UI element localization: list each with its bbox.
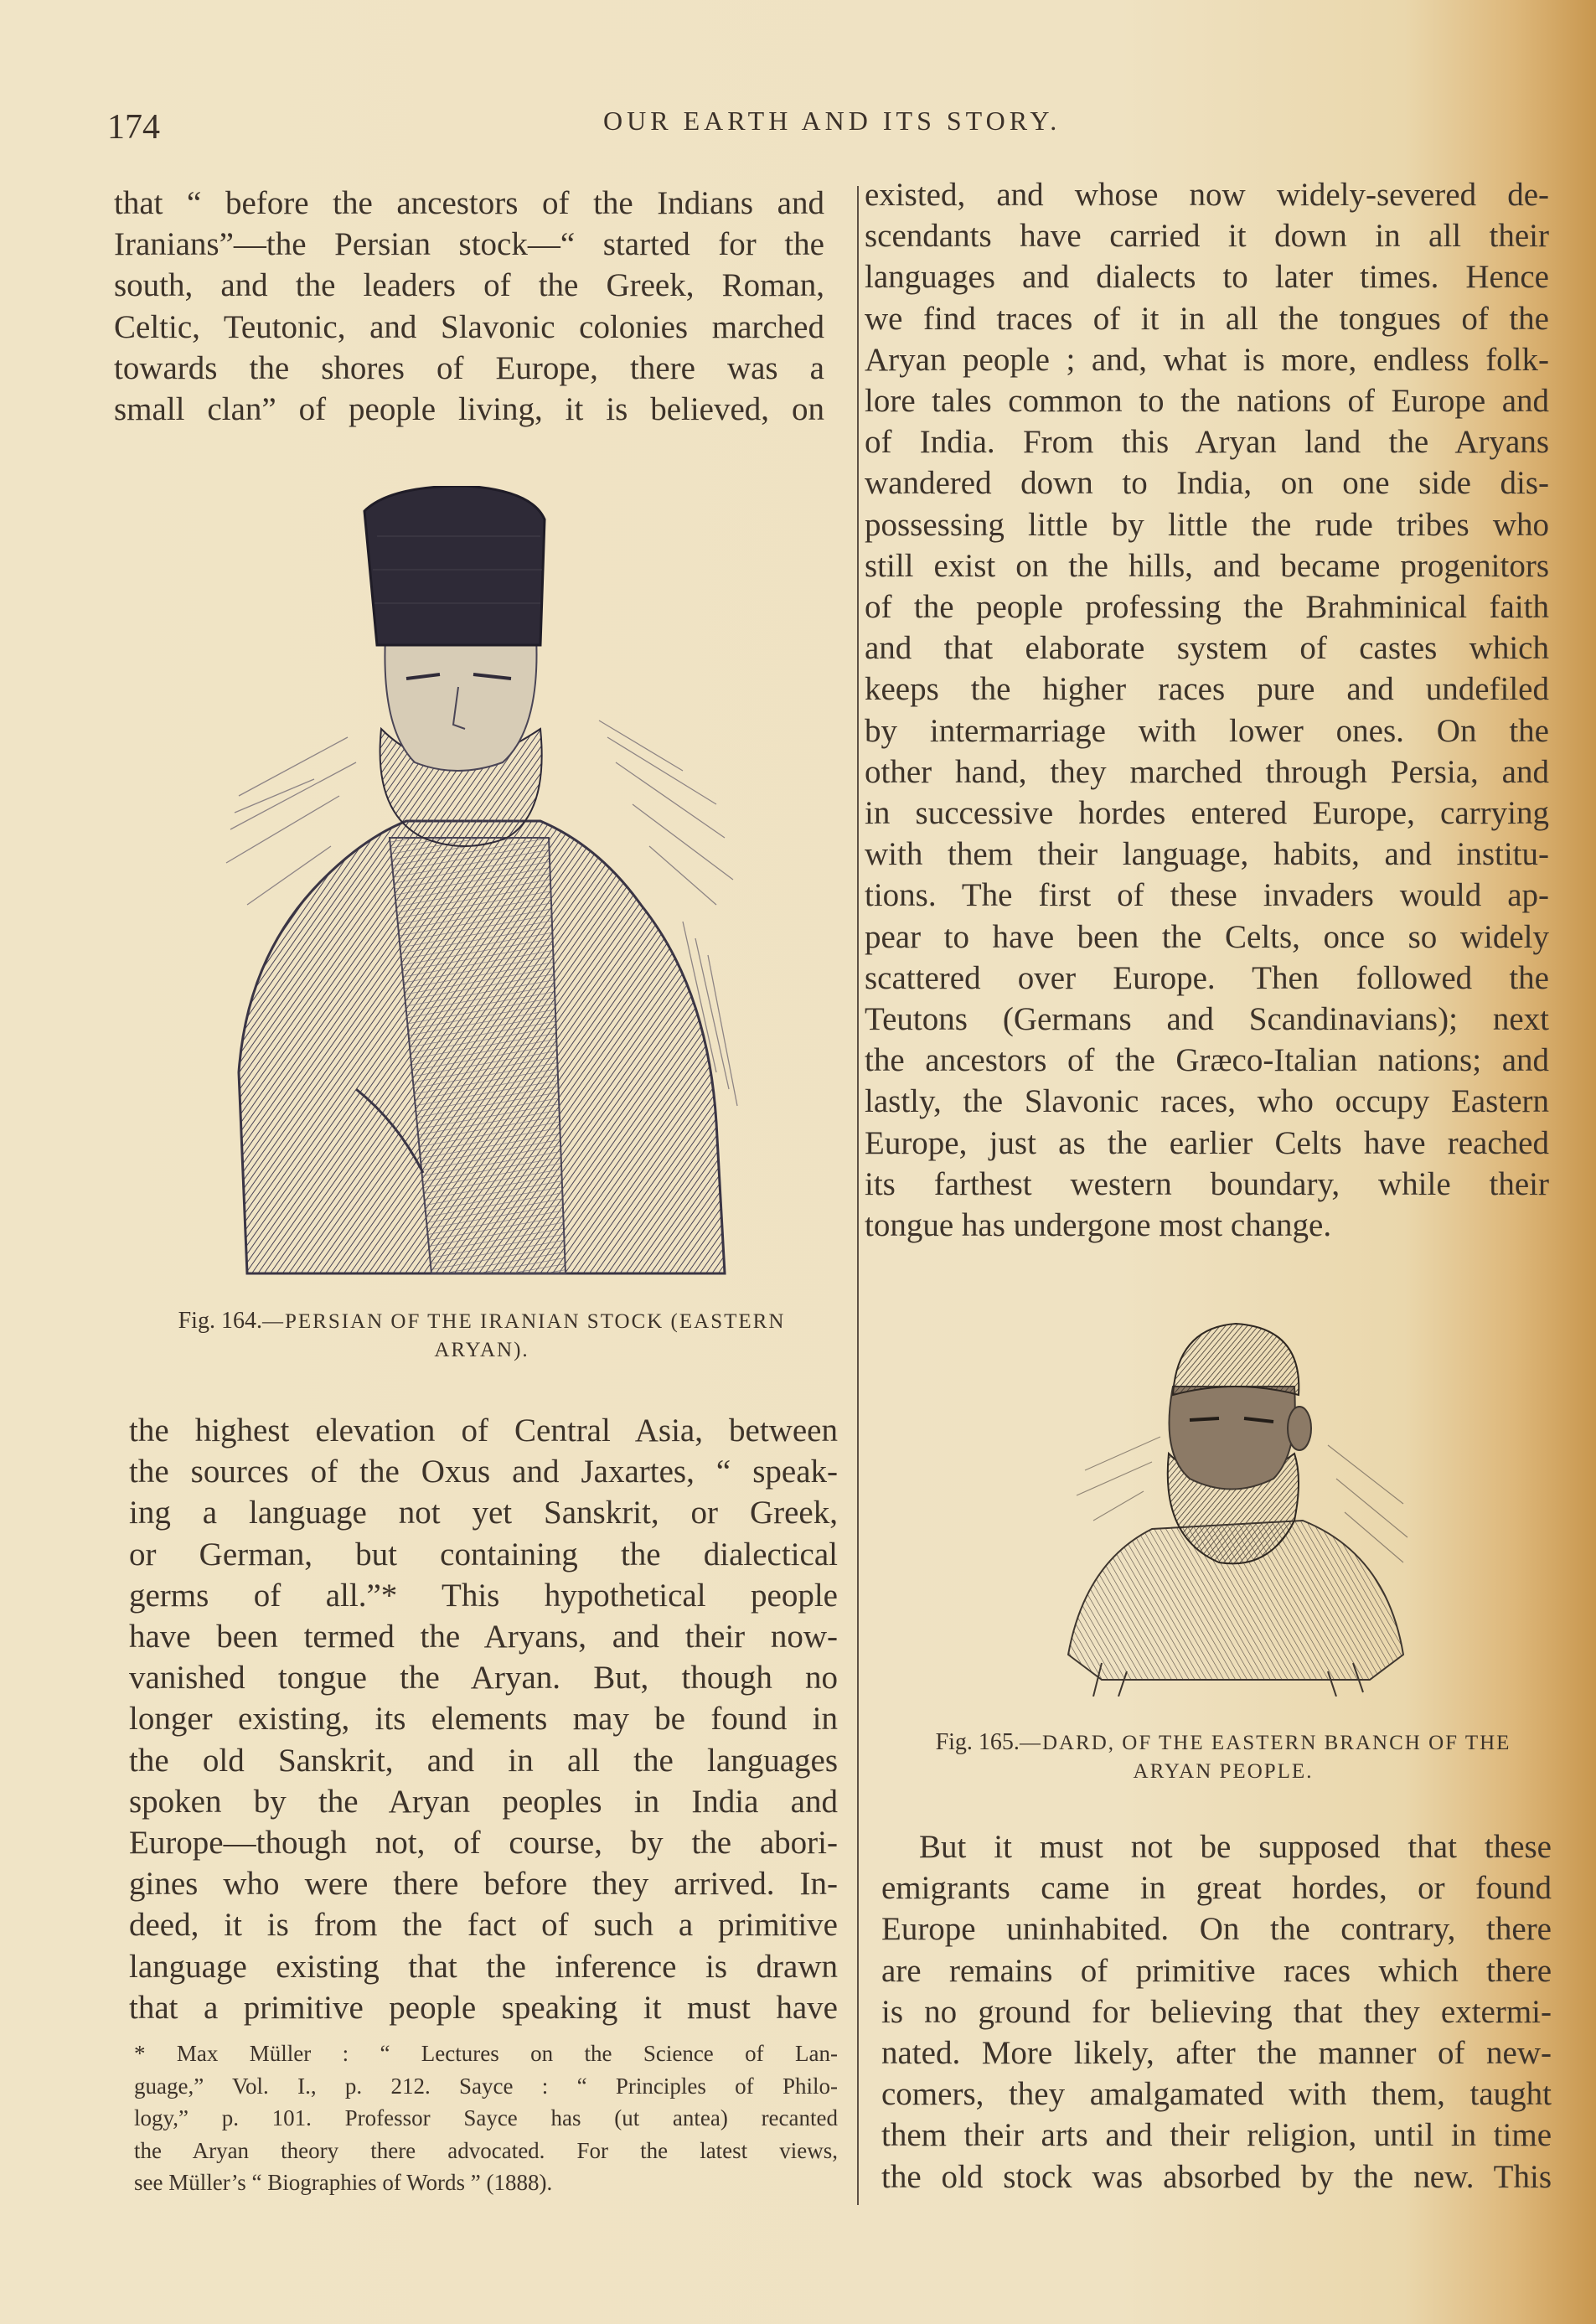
text-line: gines who were there before they arrived. In- [129, 1866, 838, 1903]
footnote-line: logy,” p. 101. Professor Sayce has (ut antea) recanted [134, 2105, 838, 2130]
text-line: is no ground for believing that they extermi- [881, 1993, 1552, 2030]
text-line: the sources of the Oxus and Jaxartes, “ speak- [129, 1454, 838, 1490]
text-line: pear to have been the Celts, once so widely [865, 918, 1549, 955]
page-number: 174 [107, 108, 160, 147]
text-line: by intermarriage with lower ones. On the [865, 712, 1549, 749]
text-line: of the people professing the Brahminical faith [865, 589, 1549, 626]
text-line: keeps the higher races pure and undefiled [865, 671, 1549, 708]
text-line: its farthest western boundary, while their [865, 1165, 1549, 1202]
text-line: other hand, they marched through Persia, and [865, 753, 1549, 790]
caption-fig-label: Fig. 165. [935, 1729, 1020, 1755]
text-line: languages and dialects to later times. Hence [865, 259, 1549, 296]
text-line: and that elaborate system of castes which [865, 630, 1549, 667]
text-line: are remains of primitive races which there [881, 1952, 1552, 1989]
face [1170, 1387, 1295, 1490]
text-line: still exist on the hills, and became progenitors [865, 547, 1549, 584]
footnote-line: * Max Müller : “ Lectures on the Science of Lan- [134, 2041, 838, 2066]
running-title: OUR EARTH AND ITS STORY. [603, 106, 1061, 136]
text-line: scattered over Europe. Then followed the [865, 959, 1549, 996]
caption-line: —PERSIAN OF THE IRANIAN STOCK (EASTERN [261, 1310, 786, 1333]
text-line: them their arts and their religion, until in time [881, 2117, 1552, 2154]
text-line: Europe—though not, of course, by the abori- [129, 1825, 838, 1862]
footnote-line: the Aryan theory there advocated. For the latest views, [134, 2137, 838, 2163]
text-line: that “ before the ancestors of the Indians and [114, 185, 824, 221]
column-rule [857, 186, 859, 2205]
footnote [134, 2037, 838, 2199]
figure-164-illustration [214, 486, 750, 1290]
text-line: towards the shores of Europe, there was a [114, 349, 824, 386]
text-line: lore tales common to the nations of Europe and [865, 383, 1549, 420]
figure-165-illustration [1051, 1311, 1420, 1697]
text-line: Teutons (Germans and Scandinavians); next [865, 1001, 1549, 1038]
footnote-line: guage,” Vol. I., p. 212. Sayce : “ Principles of Philo- [134, 2073, 838, 2099]
caption-line: ARYAN PEOPLE. [1133, 1760, 1314, 1783]
text-line: have been termed the Aryans, and their now- [129, 1619, 838, 1655]
text-line: emigrants came in great hordes, or found [881, 1870, 1552, 1907]
caption-fig-label: Fig. 164. [178, 1308, 262, 1334]
text-line: the highest elevation of Central Asia, between [129, 1412, 838, 1449]
right-column-top-text [865, 174, 1549, 1246]
text-line: the old stock was absorbed by the new. This [881, 2158, 1552, 2195]
text-line: or German, but containing the dialectical [129, 1536, 838, 1573]
text-line: spoken by the Aryan peoples in India and [129, 1783, 838, 1820]
text-line: the ancestors of the Græco-Italian nations; and [865, 1042, 1549, 1079]
text-line: the old Sanskrit, and in all the languages [129, 1742, 838, 1779]
text-line: that a primitive people speaking it must have [129, 1989, 838, 2026]
text-line: wandered down to India, on one side dis- [865, 465, 1549, 502]
text-line: Celtic, Teutonic, and Slavonic colonies marched [114, 308, 824, 345]
caption-line: —DARD, OF THE EASTERN BRANCH OF THE [1019, 1732, 1511, 1754]
text-line: scendants have carried it down in all their [865, 218, 1549, 255]
left-column-bottom-text [129, 1410, 838, 2028]
text-line: south, and the leaders of the Greek, Roman, [114, 267, 824, 304]
caption-line: ARYAN). [434, 1339, 529, 1361]
text-line: Europe, just as the earlier Celts have reached [865, 1124, 1549, 1161]
footnote-line: see Müller’s “ Biographies of Words ” (1888). [134, 2170, 553, 2195]
text-line: longer existing, its elements may be found in [129, 1701, 838, 1738]
text-line: nated. More likely, after the manner of new- [881, 2035, 1552, 2072]
page-header [0, 99, 1596, 149]
text-line: small clan” of people living, it is believed, on [114, 391, 824, 428]
text-line: Europe uninhabited. On the contrary, there [881, 1911, 1552, 1948]
right-column-bottom-text [881, 1826, 1552, 2197]
skullcap [1173, 1324, 1299, 1395]
text-line: But it must not be supposed that these [919, 1829, 1552, 1865]
figure-165-caption [896, 1728, 1550, 1786]
text-line: we find traces of it in all the tongues of the [865, 300, 1549, 337]
text-line: vanished tongue the Aryan. But, though no [129, 1660, 838, 1697]
text-line: with them their language, habits, and institu- [865, 836, 1549, 873]
left-column-top-text [114, 183, 824, 430]
text-line: comers, they amalgamated with them, taught [881, 2076, 1552, 2113]
text-line: deed, it is from the fact of such a primitive [129, 1907, 838, 1944]
text-line: Iranians”—the Persian stock—“ started for the [114, 226, 824, 263]
text-line: of India. From this Aryan land the Aryans [865, 424, 1549, 461]
text-line: tongue has undergone most change. [865, 1207, 1332, 1244]
text-line: existed, and whose now widely-severed de- [865, 177, 1549, 213]
figure-164-caption [126, 1307, 838, 1365]
text-line: Aryan people ; and, what is more, endless folk- [865, 341, 1549, 378]
text-line: ing a language not yet Sanskrit, or Greek, [129, 1495, 838, 1531]
text-line: tions. The first of these invaders would ap- [865, 877, 1549, 914]
text-line: language existing that the inference is drawn [129, 1948, 838, 1985]
fez-hat [364, 486, 545, 645]
text-line: lastly, the Slavonic races, who occupy Eastern [865, 1083, 1549, 1120]
text-line: in successive hordes entered Europe, carrying [865, 795, 1549, 832]
text-line: possessing little by little the rude tribes who [865, 506, 1549, 543]
face [385, 637, 536, 771]
text-line: germs of all.”* This hypothetical people [129, 1577, 838, 1614]
